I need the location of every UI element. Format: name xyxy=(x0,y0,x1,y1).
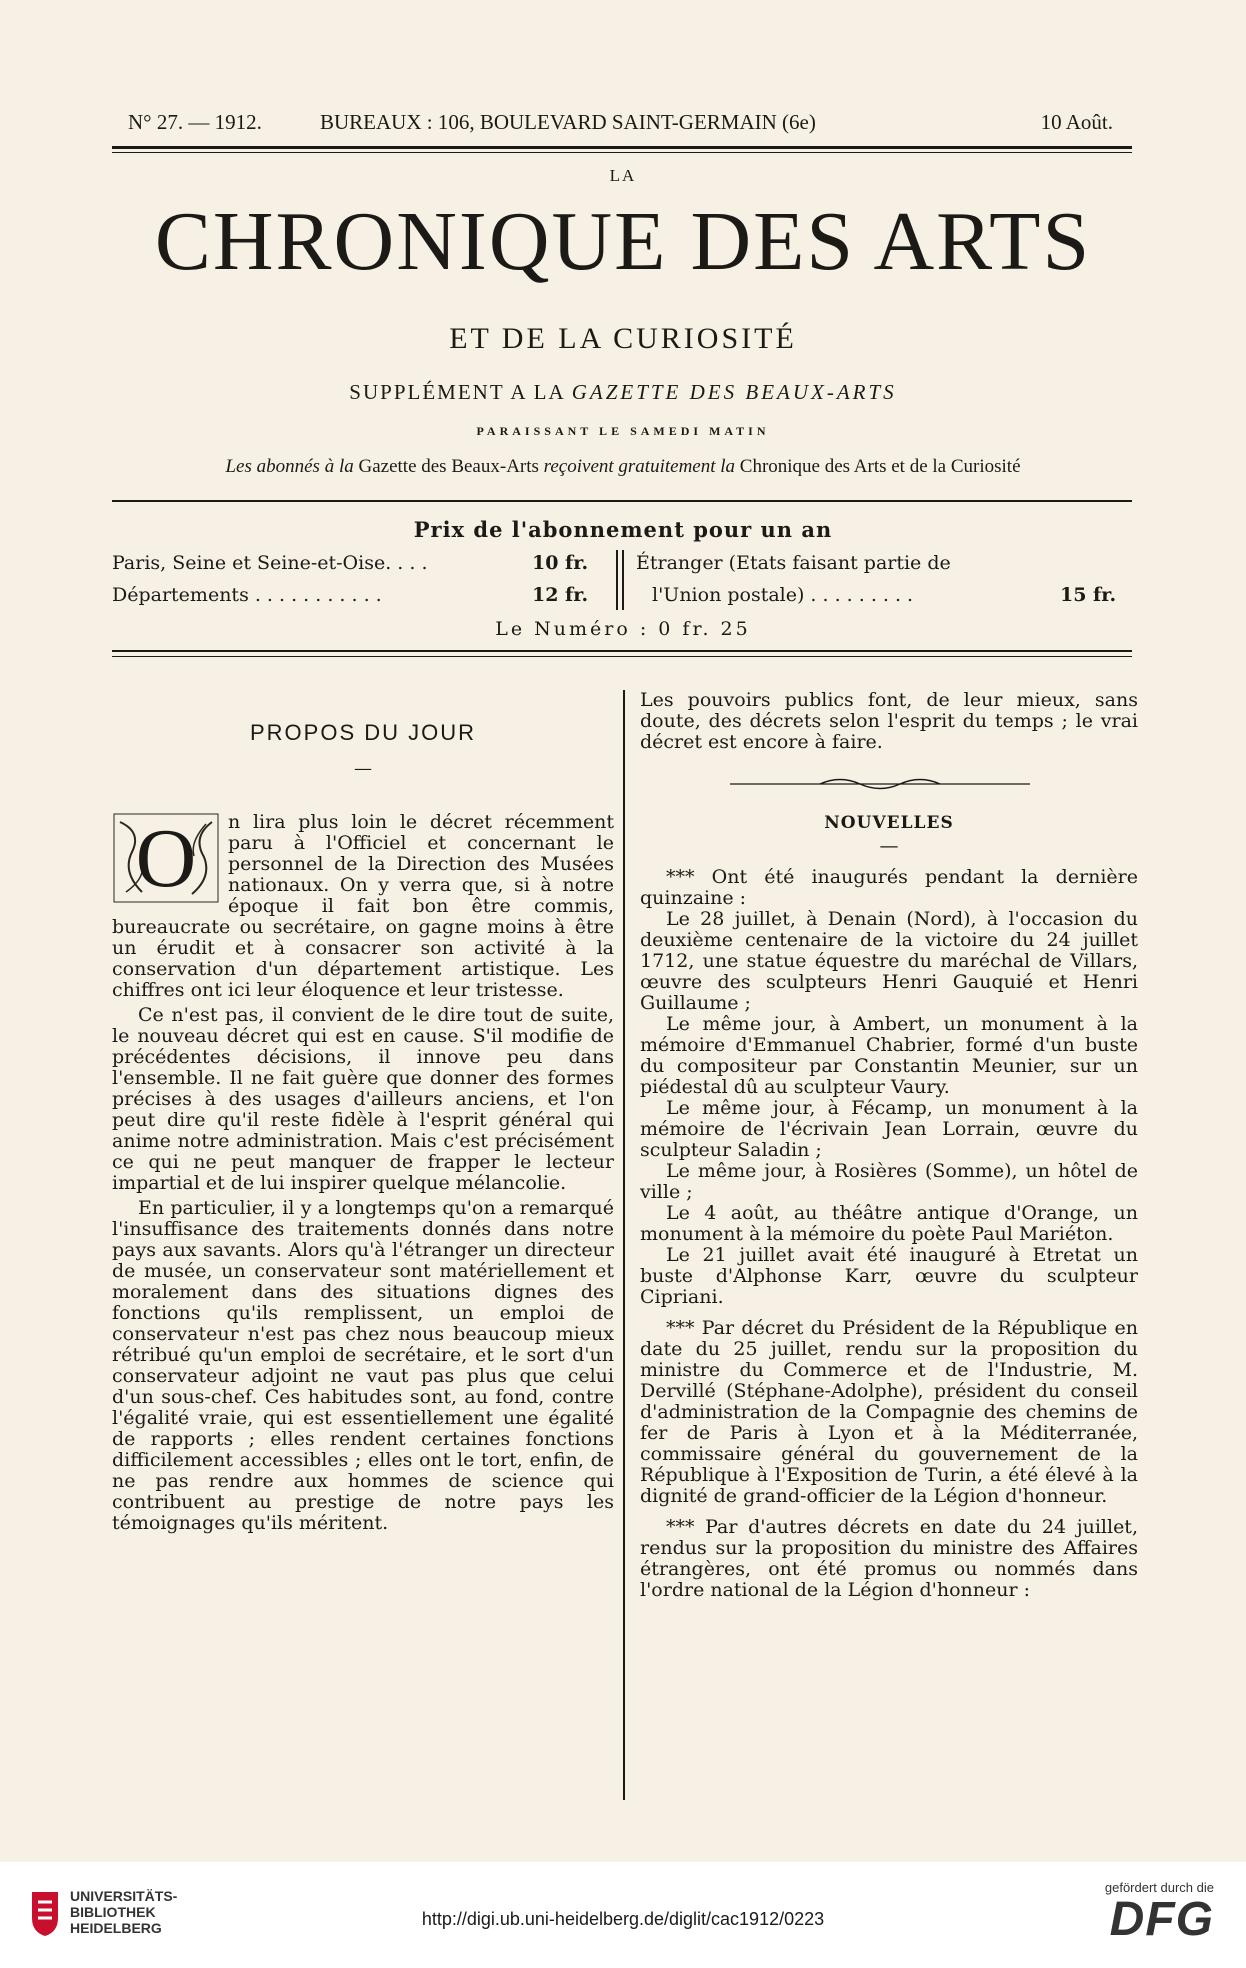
dfg-label: DFG xyxy=(1109,1893,1214,1946)
nouvelles-item-4: Le même jour, à Fécamp, un monument à la mémoire de l'écrivain Jean Lorrain, œuvre du sculpteur Saladin ; xyxy=(640,1097,1138,1161)
propos-p1: n lira plus loin le décret récemment paru à l'Officiel et concernant le personnel de la Direction des Musées nationaux. On y verra que, si à notre époque il fait bon être commis, bureaucrate ou secrétaire, on gagne moins à être un érudit et à consacrer son activité à la conservation d'un département artistique. Les chiffres ont ici leur éloquence et leur tristesse. xyxy=(112,811,614,1001)
masthead-title: CHRONIQUE DES ARTS xyxy=(154,195,1092,288)
issue-number: N° 27. — 1912. xyxy=(128,110,262,134)
numero-price: Le Numéro : 0 fr. 25 xyxy=(495,618,751,640)
abonnes-1: Les abonnés à la xyxy=(225,456,354,477)
uni-line-3: HEIDELBERG xyxy=(70,1920,162,1936)
dfg-logo xyxy=(1105,1880,1214,1945)
propos-dash: — xyxy=(354,758,372,779)
paris-price: 10 fr. xyxy=(532,552,589,574)
price-divider xyxy=(616,550,618,610)
propos-p3: En particulier, il y a longtemps qu'on a remarqué l'insuffisance des traitements donnés dans notre pays aux savants. Alors qu'à l'étranger un directeur de musée, un conservateur sont matériellement et moralement dans des situations dignes des fonctions qu'ils remplissent, un emploi de conservateur n'est pas chez nous beaucoup mieux rétribué qu'un emploi de secrétaire, et le sort d'un conservateur adjoint ne vaut pas plus que celui d'un sous-chef. Ces habitudes sont, au fond, contre l'égalité vraie, qui est essentiellement une égalité de rapports ; elles rendent certaines fonctions difficilement accessibles ; elles ont le tort, enfin, de ne pas rendre aux hommes de science qui contribuent au prestige de notre pays les témoignages qu'ils méritent. xyxy=(112,1197,614,1534)
abonnes-3: reçoivent gratuitement la xyxy=(543,456,736,477)
header-rule xyxy=(112,146,1132,149)
abonnes-2: Gazette des Beaux-Arts xyxy=(358,456,539,477)
supplement-gazette: GAZETTE DES BEAUX-ARTS xyxy=(571,380,897,404)
propos-p4: Les pouvoirs publics font, de leur mieux, sans doute, des décrets selon l'esprit du temps ; le vrai décret est encore à faire. xyxy=(640,689,1138,753)
etranger-label: Étranger (Etats faisant partie de xyxy=(636,552,951,574)
prix-rule-thin xyxy=(112,656,1132,657)
dropcap-letter: O xyxy=(135,812,197,904)
ornamental-dropcap-icon xyxy=(112,812,220,904)
masthead-la: LA xyxy=(609,166,637,185)
uni-line-1: UNIVERSITÄTS- xyxy=(70,1888,178,1904)
right-column xyxy=(640,690,1138,1601)
propos-body xyxy=(112,812,614,1534)
issue-date: 10 Août. xyxy=(1040,110,1113,134)
subscription-title: Prix de l'abonnement pour un an xyxy=(413,517,833,542)
masthead-rule xyxy=(112,500,1132,502)
subscribers-line xyxy=(0,456,1246,478)
bureaux-address: BUREAUX : 106, BOULEVARD SAINT-GERMAIN (6e) xyxy=(320,110,816,134)
etranger-price: 15 fr. xyxy=(1060,584,1117,606)
supplement-line xyxy=(0,380,1246,405)
propos-heading: PROPOS DU JOUR xyxy=(249,720,477,745)
nouvelles-item-8: *** Par décret du Président de la République en date du 25 juillet, rendu sur la proposition du ministre du Commerce et de l'Industrie, M. Dervillé (Stéphane-Adolphe), président du conseil d'administration de la Compagnie des chemins de fer de Paris à Lyon et à la Méditerranée, commissaire général du gouvernement de la République à l'Exposition de Turin, a été élevé à la dignité de grand-officier de la Légion d'honneur. xyxy=(640,1317,1138,1507)
publication-line: PARAISSANT LE SAMEDI MATIN xyxy=(476,424,770,438)
supplement-prefix: SUPPLÉMENT A LA xyxy=(349,380,565,404)
paris-label: Paris, Seine et Seine-et-Oise. . . . xyxy=(112,552,428,574)
nouvelles-item-7: Le 21 juillet avait été inauguré à Etretat un buste d'Alphonse Karr, œuvre du sculpteur Cipriani. xyxy=(640,1244,1138,1308)
propos-p2: Ce n'est pas, il convient de le dire tout de suite, le nouveau décret qui est en cause. S'il modifie de précédentes décisions, il innove peu dans l'ensemble. Il ne fait guère que donner des formes précises à des usages d'ailleurs anciens, et l'on peut dire qu'il reste fidèle à l'esprit général qui anime notre administration. Mais c'est précisément ce qui ne peut manquer de frapper le lecteur impartial et de lui inspirer quelque mélancolie. xyxy=(112,1004,614,1194)
ornamental-divider-icon xyxy=(640,769,1138,799)
uni-line-2: BIBLIOTHEK xyxy=(70,1904,156,1920)
gefoerdert-label: gefördert durch die xyxy=(1104,1880,1214,1895)
nouvelles-item-1: *** Ont été inaugurés pendant la dernière quinzaine : xyxy=(640,866,1138,909)
nouvelles-item-5: Le même jour, à Rosières (Somme), un hôtel de ville ; xyxy=(640,1160,1138,1203)
departements-label: Départements . . . . . . . . . . . xyxy=(112,584,382,606)
issue-header xyxy=(128,110,1113,140)
departements-price: 12 fr. xyxy=(532,584,589,606)
union-postale-label: l'Union postale) . . . . . . . . . xyxy=(652,584,914,606)
nouvelles-heading: NOUVELLES xyxy=(824,813,954,833)
price-divider-2 xyxy=(622,550,624,610)
header-rule-thin xyxy=(112,152,1132,153)
abonnes-4: Chronique des Arts et de la Curiosité xyxy=(739,456,1021,477)
source-url-link[interactable]: http://digi.ub.uni-heidelberg.de/diglit/cac1912/0223 xyxy=(421,1909,825,1929)
masthead-subtitle: ET DE LA CURIOSITÉ xyxy=(449,322,797,355)
nouvelles-item-3: Le même jour, à Ambert, un monument à la mémoire d'Emmanuel Chabrier, formé d'un buste du compositeur par Constantin Meunier, sur un piédestal dû au sculpteur Vaury. xyxy=(640,1013,1138,1098)
nouvelles-item-6: Le 4 août, au théâtre antique d'Orange, un monument à la mémoire du poète Paul Mariéton. xyxy=(640,1202,1138,1245)
nouvelles-dash: — xyxy=(879,835,899,857)
nouvelles-item-2: Le 28 juillet, à Denain (Nord), à l'occasion du deuxième centenaire de la victoire du 24 juillet 1712, une statue équestre du maréchal de Villars, œuvre des sculpteurs Henri Gauquié et Henri Guillaume ; xyxy=(640,908,1138,1014)
nouvelles-item-9: *** Par d'autres décrets en date du 24 juillet, rendus sur la proposition du ministre des Affaires étrangères, ont été promus ou nommés dans l'ordre national de la Légion d'honneur : xyxy=(640,1516,1138,1601)
column-divider xyxy=(623,690,625,1800)
prix-rule xyxy=(112,650,1132,652)
